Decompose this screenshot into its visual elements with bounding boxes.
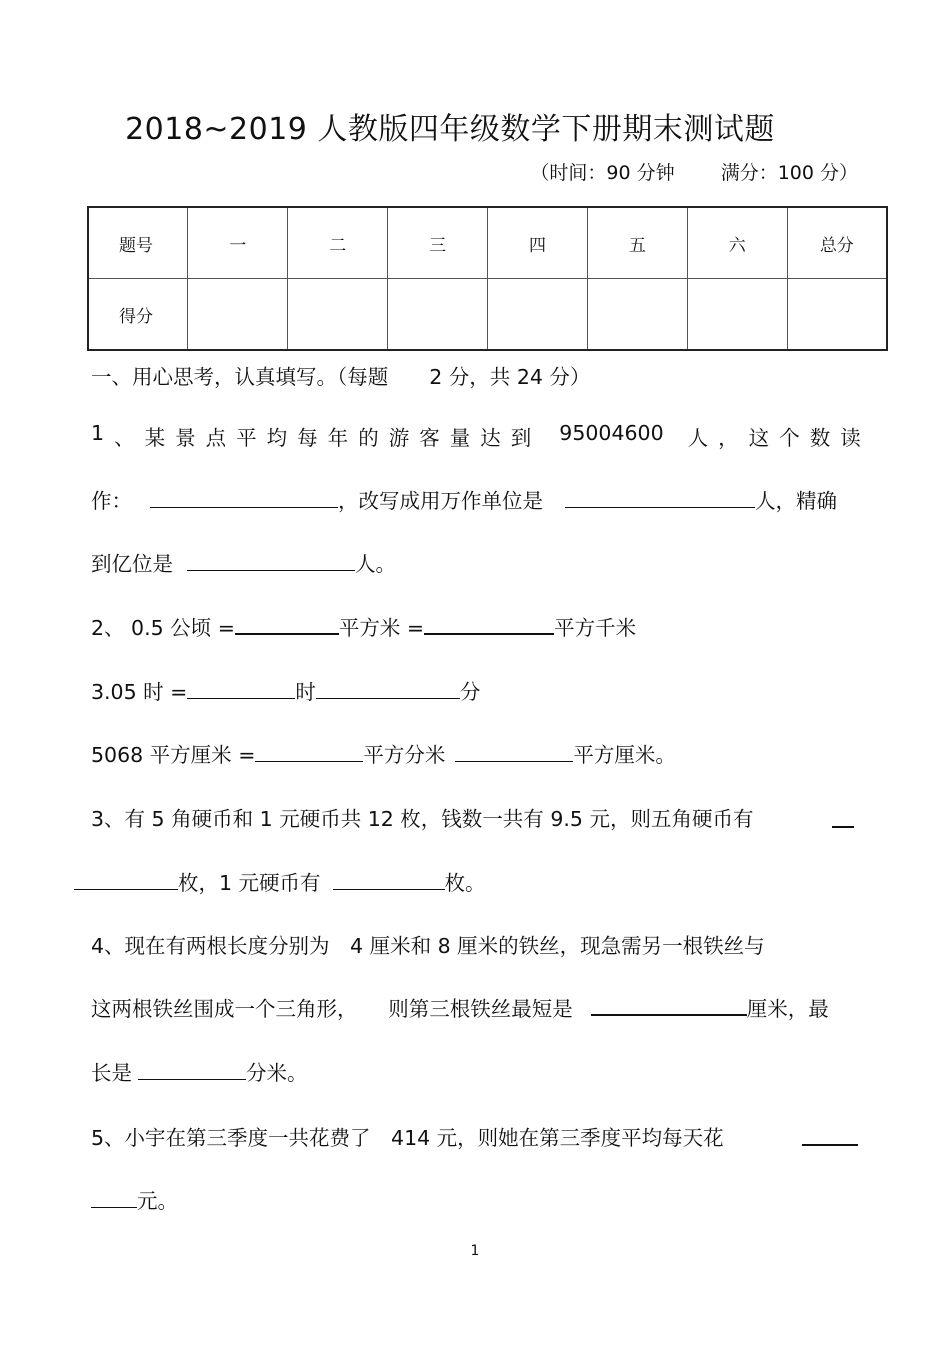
q1-char: 达 bbox=[480, 426, 501, 450]
q3-text: 枚，1 元硬币有 bbox=[178, 871, 321, 895]
score-table bbox=[87, 206, 888, 351]
q4-line-3 bbox=[91, 1056, 308, 1086]
header-cell: 五 bbox=[587, 207, 687, 279]
q1-char: 景 bbox=[175, 426, 196, 450]
header-cell: 一 bbox=[188, 207, 288, 279]
q2-line-2 bbox=[91, 675, 480, 705]
q2-answer-blank[interactable] bbox=[255, 741, 363, 762]
q2-text: 平方米 = bbox=[338, 616, 425, 640]
q5-answer-blank[interactable] bbox=[91, 1187, 137, 1208]
q1-char: 个 bbox=[779, 426, 800, 450]
q4-text: 分米。 bbox=[246, 1061, 308, 1085]
q3-answer-blank-start[interactable] bbox=[832, 806, 854, 828]
q4-text: 这两根铁丝围成一个三角形， 则第三根铁丝最短是 bbox=[91, 997, 573, 1021]
q4-text: 长是 bbox=[91, 1061, 132, 1085]
q3-line-2 bbox=[74, 866, 486, 896]
q1-char: 点 bbox=[205, 426, 227, 450]
q2-text: 分 bbox=[459, 680, 481, 704]
score-row-label: 得分 bbox=[88, 279, 188, 351]
q1-char: 客 bbox=[419, 426, 440, 450]
score-cell[interactable] bbox=[687, 279, 787, 351]
exam-time: （时间：90 分钟 bbox=[530, 162, 675, 184]
q4-answer-blank-shortest[interactable] bbox=[591, 994, 747, 1016]
q2-answer-blank[interactable] bbox=[187, 678, 295, 699]
q5-answer-blank-start[interactable] bbox=[802, 1124, 858, 1146]
q1-answer-blank-reading[interactable] bbox=[150, 487, 338, 508]
header-cell: 六 bbox=[687, 207, 787, 279]
score-cell[interactable] bbox=[587, 279, 687, 351]
q1-char: 年 bbox=[327, 426, 349, 450]
score-cell[interactable] bbox=[288, 279, 388, 351]
q3-line-1 bbox=[91, 802, 753, 832]
q1-char: 读 bbox=[840, 426, 861, 450]
q4-line-2 bbox=[91, 992, 829, 1022]
q1-answer-blank-yi[interactable] bbox=[187, 550, 355, 571]
q1-number: 95004600 bbox=[559, 421, 664, 445]
q1-char: 量 bbox=[449, 426, 471, 450]
score-cell[interactable] bbox=[787, 279, 887, 351]
q1-char: 均 bbox=[266, 426, 288, 450]
q4-text: 4、现在有两根长度分别为 4 厘米和 8 厘米的铁丝，现急需另一根铁丝与 bbox=[91, 934, 765, 958]
q1-char: 、 bbox=[114, 426, 135, 450]
q1-char: 某 bbox=[144, 426, 166, 450]
q2-text: 3.05 时 = bbox=[91, 680, 188, 704]
q3-text: 3、有 5 角硬币和 1 元硬币共 12 枚，钱数一共有 9.5 元，则五角硬币有 bbox=[91, 807, 754, 831]
q5-line-1 bbox=[91, 1121, 724, 1151]
q1-char: ， bbox=[718, 426, 739, 450]
q1-text: 人。 bbox=[355, 552, 396, 576]
exam-full-score: 满分：100 分） bbox=[720, 162, 858, 184]
q1-char: 的 bbox=[358, 426, 379, 450]
q1-char: 每 bbox=[297, 426, 318, 450]
q1-char: 平 bbox=[236, 426, 257, 450]
q1-char: 1 bbox=[91, 421, 105, 445]
q5-text: 元。 bbox=[137, 1189, 178, 1213]
q1-line-2 bbox=[91, 484, 837, 514]
q4-text: 厘米，最 bbox=[746, 997, 829, 1021]
page-number: 1 bbox=[470, 1243, 480, 1259]
exam-meta bbox=[530, 158, 858, 185]
q3-text: 枚。 bbox=[444, 871, 486, 895]
header-cell: 总分 bbox=[787, 207, 887, 279]
q2-answer-blank[interactable] bbox=[424, 613, 554, 635]
q2-text: 5068 平方厘米 = bbox=[91, 743, 256, 767]
q2-line-1 bbox=[91, 611, 636, 641]
q1-text: 到亿位是 bbox=[91, 552, 173, 576]
header-cell: 二 bbox=[288, 207, 388, 279]
q2-text: 平方千米 bbox=[554, 616, 637, 640]
section-1-heading: 一、用心思考，认真填写。（每题 2 分，共 24 分） bbox=[91, 365, 591, 389]
q3-answer-blank[interactable] bbox=[74, 869, 178, 890]
q1-char: 游 bbox=[388, 426, 410, 450]
score-cell[interactable] bbox=[388, 279, 488, 351]
q2-answer-blank[interactable] bbox=[316, 678, 460, 699]
score-cell[interactable] bbox=[188, 279, 288, 351]
q2-text: 时 bbox=[295, 680, 316, 704]
q3-answer-blank[interactable] bbox=[333, 869, 445, 890]
q5-text: 5、小宇在第三季度一共花费了 414 元，则她在第三季度平均每天花 bbox=[91, 1126, 724, 1150]
header-cell: 三 bbox=[388, 207, 488, 279]
header-cell: 四 bbox=[488, 207, 588, 279]
q1-line-3 bbox=[91, 547, 396, 577]
header-cell: 题号 bbox=[88, 207, 188, 279]
q1-text: 作： bbox=[91, 489, 132, 513]
q1-line-1 bbox=[91, 421, 861, 451]
q1-char: 人 bbox=[687, 426, 709, 450]
q1-text: ，改写成用万作单位是 bbox=[338, 489, 543, 513]
q1-char: 数 bbox=[809, 426, 831, 450]
page-title: 2018~2019 人教版四年级数学下册期末测试题 bbox=[125, 112, 775, 147]
score-table-score-row bbox=[88, 279, 887, 351]
q4-answer-blank-longest[interactable] bbox=[138, 1059, 246, 1080]
q1-char: 这 bbox=[748, 426, 770, 450]
q1-text: 人，精确 bbox=[755, 489, 837, 513]
q2-text: 平方分米 bbox=[363, 743, 446, 767]
q2-text: 2、 0.5 公顷 = bbox=[91, 616, 235, 640]
q1-answer-blank-wan[interactable] bbox=[565, 487, 755, 508]
q2-answer-blank[interactable] bbox=[455, 741, 573, 762]
q2-line-3 bbox=[91, 738, 676, 768]
q1-char: 到 bbox=[510, 426, 532, 450]
score-table-header-row bbox=[88, 207, 887, 279]
q2-text: 平方厘米。 bbox=[573, 743, 676, 767]
q4-line-1 bbox=[91, 929, 765, 959]
q2-answer-blank[interactable] bbox=[235, 613, 339, 635]
score-cell[interactable] bbox=[488, 279, 588, 351]
q5-line-2 bbox=[91, 1184, 178, 1214]
